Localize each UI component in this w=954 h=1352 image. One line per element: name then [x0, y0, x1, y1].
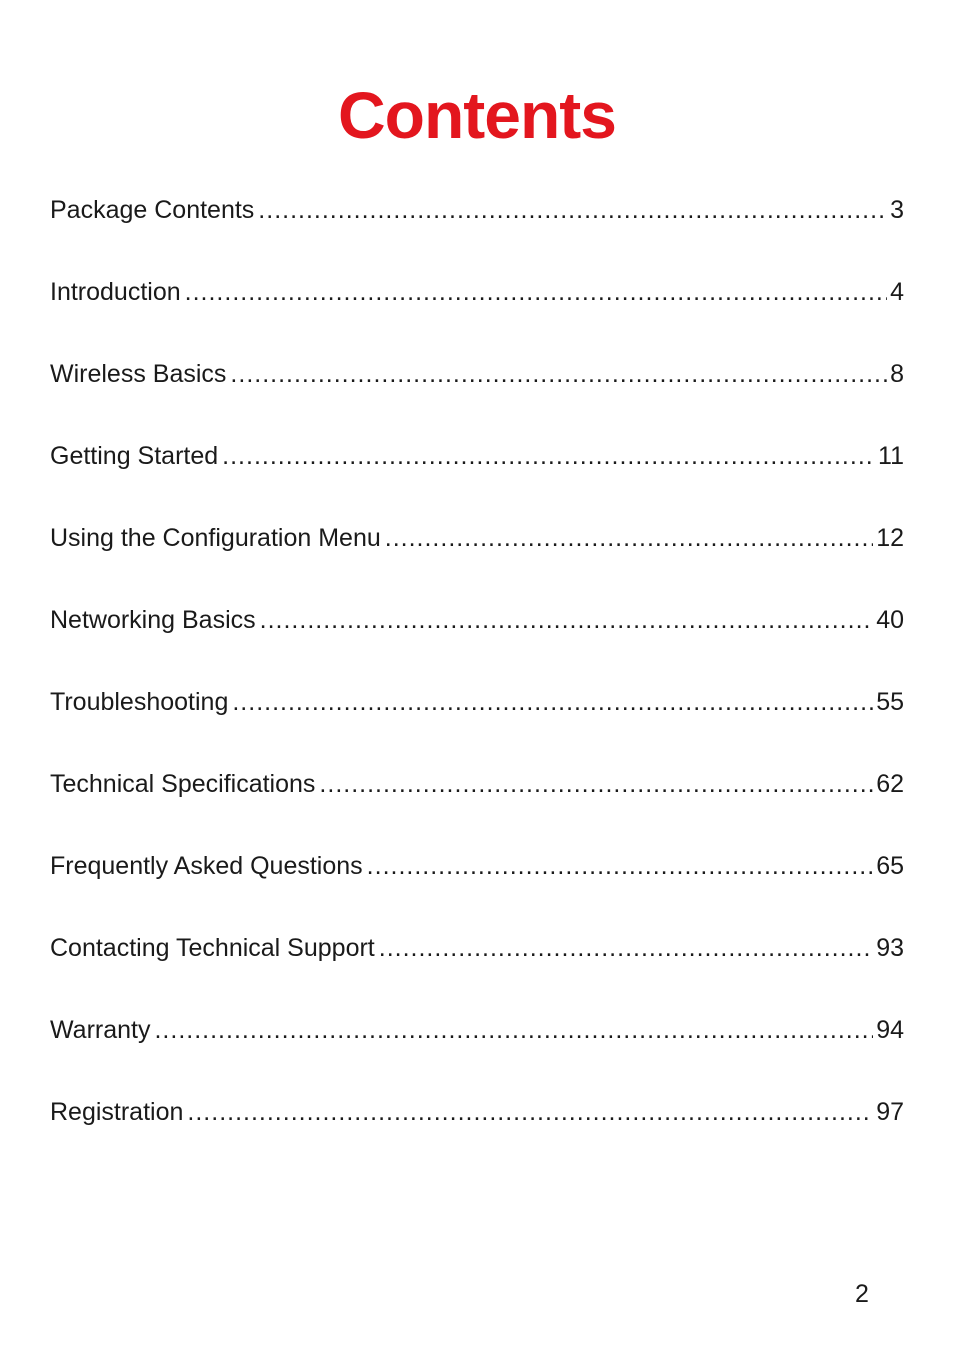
toc-entry-page: 93 [876, 934, 904, 962]
toc-entry-label: Warranty [50, 1016, 151, 1044]
toc-entry-page: 4 [890, 278, 904, 306]
toc-entry-page: 12 [876, 524, 904, 552]
toc-entry-introduction[interactable] [50, 278, 904, 360]
toc-entry-page: 11 [878, 442, 904, 470]
toc-leader-dots [187, 1098, 873, 1127]
toc-leader-dots [258, 196, 887, 225]
toc-entry-getting-started[interactable] [50, 442, 904, 524]
toc-entry-label: Registration [50, 1098, 184, 1126]
toc-leader-dots [319, 770, 873, 799]
toc-leader-dots [185, 278, 887, 307]
toc-entry-label: Introduction [50, 278, 181, 306]
page-title: Contents [338, 78, 616, 153]
toc-entry-contacting-support[interactable] [50, 934, 904, 1016]
toc-entry-page: 3 [890, 196, 904, 224]
toc-entry-page: 94 [876, 1016, 904, 1044]
toc-entry-label: Package Contents [50, 196, 255, 224]
toc-entry-page: 8 [890, 360, 904, 388]
toc-entry-page: 65 [876, 852, 904, 880]
toc-entry-package-contents[interactable] [50, 196, 904, 278]
toc-entry-page: 62 [876, 770, 904, 798]
toc-entry-label: Getting Started [50, 442, 219, 470]
table-of-contents [50, 196, 904, 1180]
toc-entry-troubleshooting[interactable] [50, 688, 904, 770]
toc-leader-dots [260, 606, 874, 635]
toc-entry-warranty[interactable] [50, 1016, 904, 1098]
toc-entry-wireless-basics[interactable] [50, 360, 904, 442]
toc-leader-dots [379, 934, 873, 963]
toc-leader-dots [385, 524, 873, 553]
toc-entry-networking-basics[interactable] [50, 606, 904, 688]
toc-entry-label: Frequently Asked Questions [50, 852, 363, 880]
toc-entry-label: Contacting Technical Support [50, 934, 375, 962]
toc-leader-dots [230, 360, 887, 389]
page-number: 2 [855, 1280, 869, 1308]
toc-leader-dots [222, 442, 875, 471]
toc-entry-label: Wireless Basics [50, 360, 227, 388]
toc-leader-dots [154, 1016, 873, 1045]
toc-entry-page: 97 [876, 1098, 904, 1126]
toc-entry-page: 55 [876, 688, 904, 716]
toc-entry-label: Technical Specifications [50, 770, 316, 798]
toc-entry-label: Networking Basics [50, 606, 256, 634]
toc-entry-faq[interactable] [50, 852, 904, 934]
toc-entry-registration[interactable] [50, 1098, 904, 1180]
toc-entry-page: 40 [876, 606, 904, 634]
toc-entry-using-configuration-menu[interactable] [50, 524, 904, 606]
toc-entry-technical-specifications[interactable] [50, 770, 904, 852]
toc-leader-dots [232, 688, 873, 717]
toc-leader-dots [367, 852, 874, 881]
toc-entry-label: Troubleshooting [50, 688, 229, 716]
toc-entry-label: Using the Configuration Menu [50, 524, 381, 552]
